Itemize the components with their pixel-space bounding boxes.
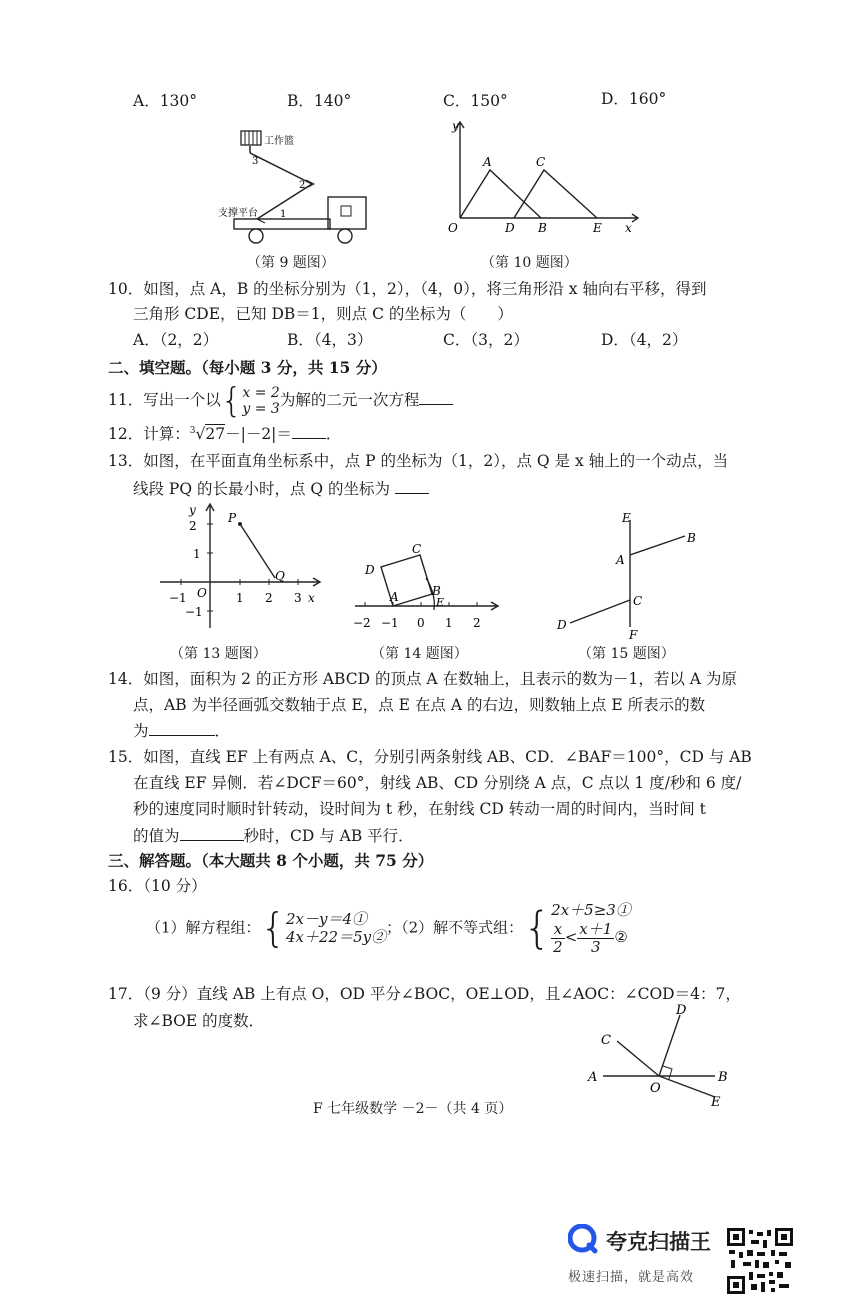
q15-line4	[133, 828, 414, 845]
fig10-y: y	[452, 119, 459, 133]
q16-part1-label: （1）解方程组：	[146, 918, 261, 937]
q14-line3-prefix: 为	[133, 722, 149, 740]
q16-ineq1: 2x＋5≥3①	[551, 901, 631, 919]
q12-radical: √	[195, 425, 206, 443]
q13-answer-blank	[395, 481, 429, 494]
q16-ineq2-mark: ②	[614, 928, 628, 947]
fig15-C: C	[633, 594, 643, 608]
q12-answer-blank	[292, 426, 326, 439]
fig14-D: D	[365, 563, 375, 577]
q11-suffix: 为解的二元一次方程	[279, 391, 420, 409]
fig13-y: y	[189, 503, 196, 517]
fig14-E: E	[436, 596, 445, 609]
fig17-B: B	[718, 1070, 728, 1085]
fig14-m2: −2	[353, 616, 371, 630]
figure-14	[350, 538, 505, 636]
fig17-A: A	[588, 1070, 598, 1085]
q16-eq1: 2x－y＝4①	[286, 910, 368, 929]
q16-separator: ；	[386, 918, 402, 937]
page-footer: F 七年级数学 －2－（共 4 页）	[313, 1101, 513, 1117]
fig17-C: C	[601, 1033, 611, 1048]
section-2-heading: 二、填空题。（每小题 3 分，共 15 分）	[108, 358, 387, 377]
figure-9	[210, 122, 380, 250]
fig14-p2: 2	[473, 616, 481, 630]
figure-17	[585, 1000, 735, 1110]
q16-frac1: $\frac{x}{2}$	[553, 920, 563, 956]
fig9-angle-1: 1	[280, 209, 287, 220]
figure-13	[155, 500, 330, 635]
fig14-z: 0	[417, 616, 425, 630]
fig14-A: A	[390, 590, 399, 604]
q13-line2	[133, 481, 429, 498]
fig13-tm1: −1	[185, 605, 203, 619]
fig13-Q: Q	[275, 569, 285, 583]
fig17-E: E	[711, 1095, 721, 1110]
fig9-basket-label: 工作篮	[264, 136, 294, 147]
fig15-E: E	[622, 511, 631, 525]
fig10-D: D	[505, 221, 515, 235]
q14-line3-suffix: ．	[214, 722, 231, 740]
q10-option-c: C．（3，2）	[443, 331, 529, 349]
q15-line1: 15．如图，直线 EF 上有两点 A、C，分别引两条射线 AB、CD．∠BAF＝100°，CD 与 AB	[108, 748, 752, 766]
fig13-xm1: −1	[169, 591, 187, 605]
q10-option-a: A．（2，2）	[133, 331, 219, 349]
q14-line2: 点，AB 为半径画弧交数轴于点 E，点 E 在点 A 的右边，则数轴上点 E 所表示的数	[133, 696, 706, 714]
q16-head: 16．（10 分）	[108, 877, 207, 895]
q15-line4-suffix: 秒时，CD 与 AB 平行．	[243, 827, 414, 845]
q16-eq2: 4x＋22＝5y②	[286, 927, 387, 946]
q16-brace1: {	[260, 905, 286, 952]
fig13-caption: （第 13 题图）	[170, 646, 267, 662]
fig15-D: D	[557, 618, 567, 632]
fig13-P: P	[228, 511, 237, 525]
q11-brace: {	[220, 381, 243, 421]
q17-line2: 求∠BOE 的度数．	[133, 1012, 265, 1030]
fig13-x3: 3	[294, 591, 302, 605]
fig15-F: F	[629, 628, 638, 640]
q11-prefix: 11．写出一个以	[108, 391, 221, 409]
fig13-O: O	[197, 586, 207, 600]
fig14-m1: −1	[381, 616, 399, 630]
figure-15	[550, 505, 710, 640]
fig14-p1: 1	[445, 616, 453, 630]
fig17-O: O	[650, 1081, 661, 1096]
q15-answer-blank	[180, 828, 244, 841]
q9-option-d: D．160°	[601, 90, 667, 108]
fig9-caption: （第 9 题图）	[247, 255, 335, 271]
q12-prefix: 12．计算：	[108, 425, 190, 443]
fig13-x2: 2	[265, 591, 273, 605]
fig9-platform-label: 支撑平台	[218, 208, 258, 219]
q10-option-b: B．（4，3）	[287, 331, 373, 349]
q14-line1: 14．如图，面积为 2 的正方形 ABCD 的顶点 A 在数轴上，且表示的数为－1，若以 A 为原	[108, 670, 737, 688]
fig13-t1: 1	[193, 547, 201, 561]
quark-logo-icon	[568, 1224, 598, 1254]
fig10-x: x	[625, 221, 632, 235]
fig14-B: B	[432, 584, 441, 598]
q16-body	[146, 902, 631, 955]
fig14-C: C	[412, 542, 422, 556]
q9-option-c: C．150°	[443, 92, 508, 110]
fig9-angle-2: 2	[299, 180, 306, 191]
fig10-C: C	[536, 155, 546, 169]
q15-line4-prefix: 的值为	[133, 827, 180, 845]
q12	[108, 426, 341, 443]
fig13-x1: 1	[236, 591, 244, 605]
q12-radicand: 27	[205, 425, 226, 443]
q14-line3	[133, 723, 230, 740]
fig15-A: A	[616, 553, 625, 567]
fig9-angle-3: 3	[252, 156, 259, 167]
fig14-caption: （第 14 题图）	[371, 646, 468, 662]
fig10-B: B	[538, 221, 547, 235]
fig10-E: E	[593, 221, 602, 235]
q9-option-a: A．130°	[133, 92, 198, 110]
q15-line3: 秒的速度同时顺时针转动，设时间为 t 秒，在射线 CD 转动一周的时间内，当时间 t	[133, 800, 706, 818]
q12-root-index: 3	[189, 425, 196, 436]
q16-lt: <	[564, 928, 578, 947]
section-3-heading: 三、解答题。（本大题共 8 个小题，共 75 分）	[108, 851, 434, 870]
q12-rest: －|－2|＝	[225, 425, 292, 443]
scanner-brand: 夸克扫描王	[606, 1230, 711, 1254]
q10-option-d: D．（4，2）	[601, 331, 688, 349]
fig13-t2: 2	[189, 519, 197, 533]
fig13-x: x	[308, 591, 315, 605]
q13-line2-text: 线段 PQ 的长最小时，点 Q 的坐标为	[133, 480, 391, 498]
fig10-A: A	[483, 155, 492, 169]
q10-line2: 三角形 CDE，已知 DB＝1，则点 C 的坐标为（ ）	[133, 305, 513, 323]
q11-sys2: y = 3	[242, 401, 280, 417]
q16-part2-label: （2）解不等式组：	[401, 918, 524, 937]
figure-10	[440, 118, 640, 240]
q11-sys1: x = 2	[242, 384, 280, 401]
q13-line1: 13．如图，在平面直角坐标系中，点 P 的坐标为（1，2），点 Q 是 x 轴上的一个动点，当	[108, 452, 729, 470]
fig10-O: O	[448, 221, 458, 235]
fig15-B: B	[687, 531, 696, 545]
fig17-D: D	[676, 1003, 687, 1018]
q14-answer-blank	[149, 723, 215, 736]
scanner-slogan: 极速扫描，就是高效	[568, 1270, 695, 1285]
q16-frac2: $\frac{x+1}{3}$	[579, 920, 613, 956]
q17-line1: 17．（9 分）直线 AB 上有点 O，OD 平分∠BOC，OE⊥OD，且∠AOC：∠COD＝4：7，	[108, 985, 741, 1003]
fig15-caption: （第 15 题图）	[578, 646, 675, 662]
q11	[108, 381, 453, 421]
q11-answer-blank	[419, 392, 453, 405]
qr-code-icon	[727, 1228, 793, 1294]
q9-option-b: B．140°	[287, 92, 352, 110]
fig10-caption: （第 10 题图）	[481, 255, 578, 271]
q12-end: ．	[325, 425, 342, 443]
q10-line1: 10．如图，点 A，B 的坐标分别为（1，2），（4，0），将三角形沿 x 轴向右平移，得到	[108, 280, 707, 298]
q15-line2: 在直线 EF 异侧．若∠DCF＝60°，射线 AB、CD 分别绕 A 点，C 点以 1 度/秒和 6 度/	[133, 774, 742, 792]
q16-brace2: {	[523, 902, 552, 954]
